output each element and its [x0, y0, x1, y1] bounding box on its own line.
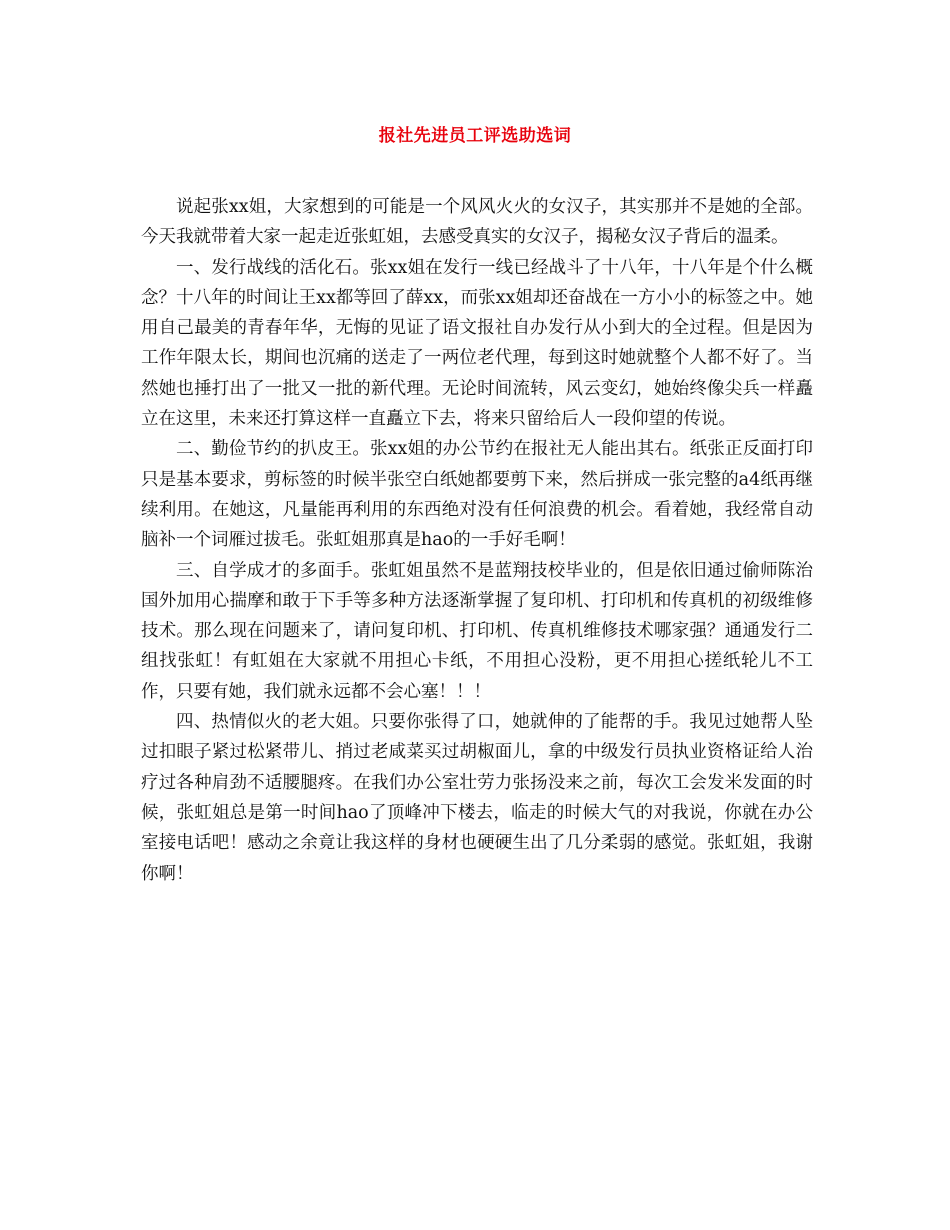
paragraph-section-2: 二、勤俭节约的扒皮王。张xx姐的办公节约在报社无人能出其右。纸张正反面打印只是基本要求，剪标签的时候半张空白纸她都要剪下来，然后拼成一张完整的a4纸再继续利用。在她这，凡量能再利用的东西绝对没有任何浪费的机会。看着她，我经常自动脑补一个词雁过拔毛。张虹姐那真是hao的一手好毛啊！: [141, 439, 813, 551]
document-body: [141, 192, 813, 889]
paragraph-section-3: 三、自学成才的多面手。张虹姐虽然不是蓝翔技校毕业的，但是依旧通过偷师陈治国外加用心揣摩和敢于下手等多种方法逐渐掌握了复印机、打印机和传真机的初级维修技术。那么现在问题来了，请问复印机、打印机、传真机维修技术哪家强？通通发行二组找张虹！有虹姐在大家就不用担心卡纸，不用担心没粉，更不用担心搓纸轮儿不工作，只要有她，我们就永远都不会心塞！！！: [141, 560, 813, 702]
paragraph-section-4: 四、热情似火的老大姐。只要你张得了口，她就伸的了能帮的手。我见过她帮人坠过扣眼子紧过松紧带儿、捎过老咸菜买过胡椒面儿，拿的中级发行员执业资格证给人治疗过各种肩劲不适腰腿疼。在我们办公室壮劳力张扬没来之前，每次工会发米发面的时候，张虹姐总是第一时间hao了顶峰冲下楼去，临走的时候大气的对我说，你就在办公室接电话吧！感动之余竟让我这样的身材也硬硬生出了几分柔弱的感觉。张虹姐，我谢你啊！: [141, 712, 813, 884]
document-title: 报社先进员工评选助选词: [378, 126, 572, 146]
paragraph-intro: 说起张xx姐，大家想到的可能是一个风风火火的女汉子，其实那并不是她的全部。今天我就带着大家一起走近张虹姐，去感受真实的女汉子，揭秘女汉子背后的温柔。: [141, 197, 813, 248]
paragraph-section-1: 一、发行战线的活化石。张xx姐在发行一线已经战斗了十八年，十八年是个什么概念？十八年的时间让王xx都等回了薛xx，而张xx姐却还奋战在一方小小的标签之中。她用自己最美的青春年华，无悔的见证了语文报社自办发行从小到大的全过程。但是因为工作年限太长，期间也沉痛的送走了一两位老代理，每到这时她就整个人都不好了。当然她也捶打出了一批又一批的新代理。无论时间流转，风云变幻，她始终像尖兵一样矗立在这里，未来还打算这样一直矗立下去，将来只留给后人一段仰望的传说。: [141, 257, 813, 430]
